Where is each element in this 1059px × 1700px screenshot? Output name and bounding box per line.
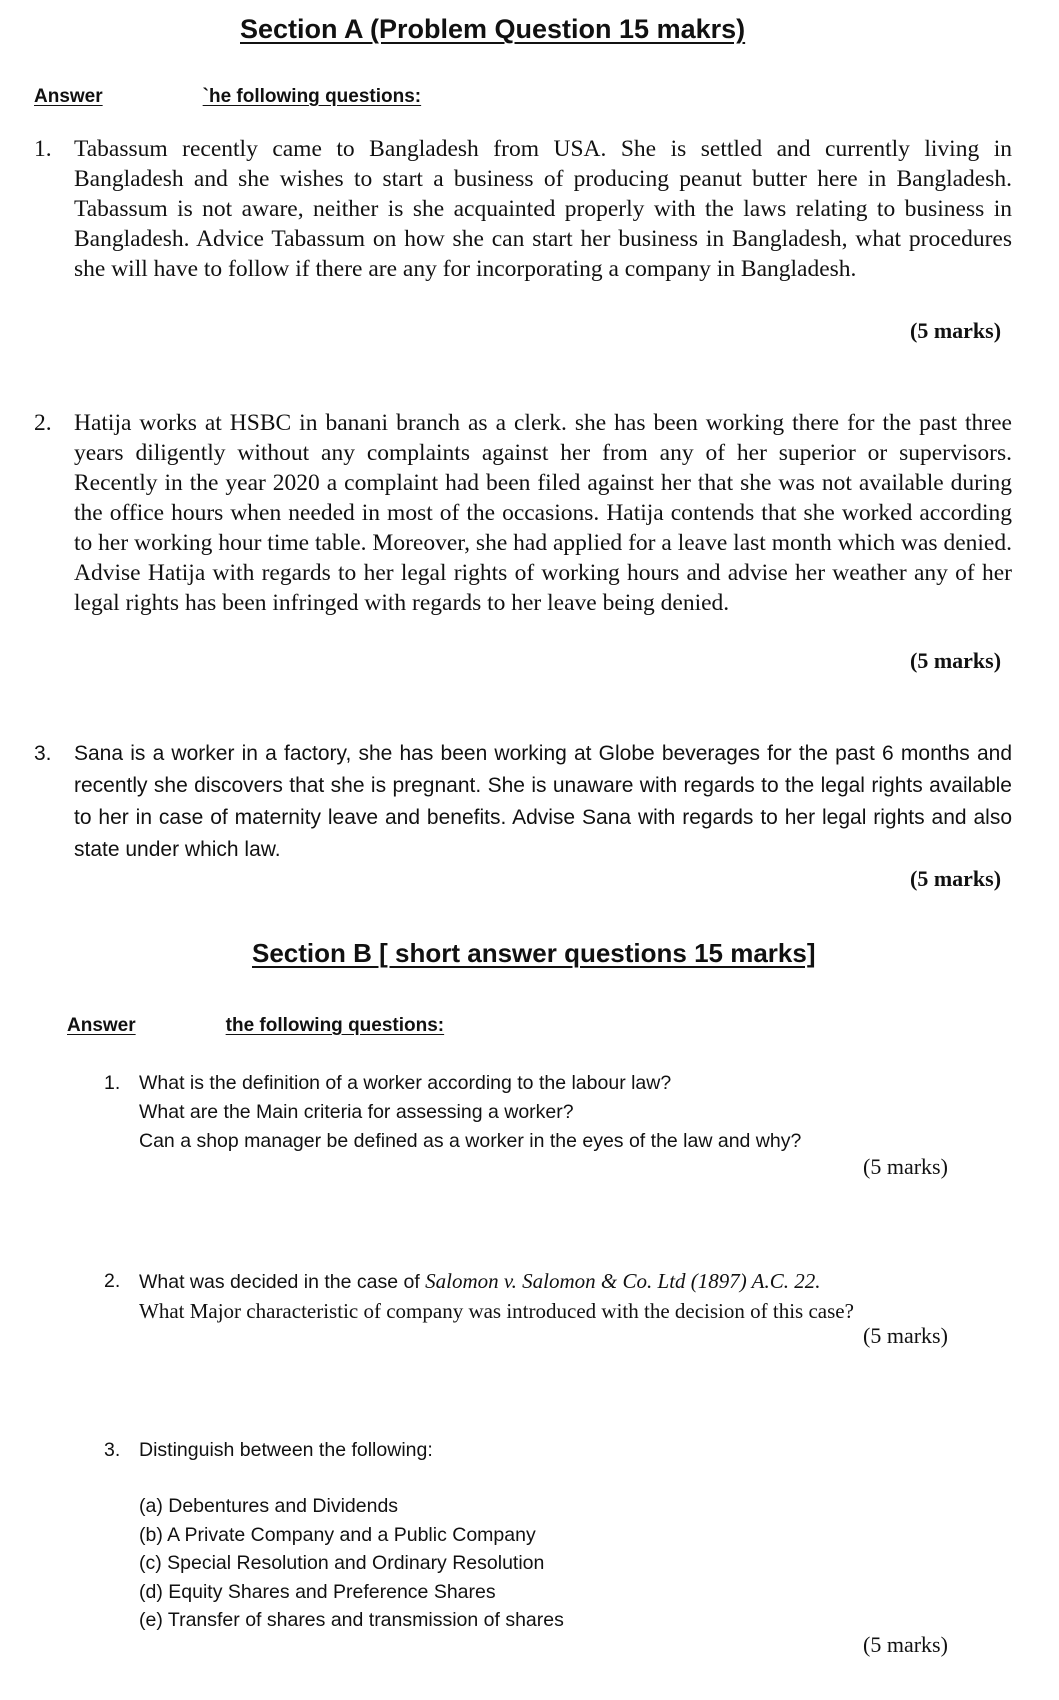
section-a-instruction <box>34 86 421 108</box>
question-line <box>139 1267 964 1297</box>
section-a-question-3 <box>34 738 1012 866</box>
list-item: (c) Special Resolution and Ordinary Resolution <box>139 1552 545 1574</box>
section-b-instruction <box>67 1015 444 1037</box>
question-line: What is the definition of a worker according to the labour law? <box>139 1072 672 1094</box>
list-item: (e) Transfer of shares and transmission of shares <box>139 1609 564 1631</box>
section-a-instruction-right: `he following questions: <box>202 86 422 107</box>
section-b-question-1-marks: (5 marks) <box>863 1154 948 1179</box>
question-number: 2. <box>34 410 52 436</box>
question-number: 3. <box>34 742 52 765</box>
question-line: What Major characteristic of company was introduced with the decision of this case? <box>139 1299 854 1323</box>
section-b-instruction-right: the following questions: <box>225 1015 445 1036</box>
section-a-title: Section A (Problem Question 15 makrs) <box>240 14 746 44</box>
section-b-title: Section B [ short answer questions 15 marks] <box>252 938 816 968</box>
section-a-instruction-left: Answer <box>34 86 103 107</box>
section-a-question-3-marks: (5 marks) <box>910 866 1002 891</box>
section-b-question-1 <box>104 1069 964 1156</box>
section-a-question-2-marks: (5 marks) <box>910 648 1002 673</box>
question-text: Sana is a worker in a factory, she has been working at Globe beverages for the past 6 months and recently she discovers that she is pregnant. She is unaware with regards to the legal rights available to her in case of maternity leave and benefits. Advise Sana with regards to her legal rights and also state under which law. <box>74 742 1012 861</box>
case-citation: Salomon v. Salomon & Co. Ltd (1897) A.C. 22. <box>425 1269 821 1293</box>
list-item: (d) Equity Shares and Preference Shares <box>139 1580 496 1603</box>
list-item: (b) A Private Company and a Public Company <box>139 1523 536 1546</box>
question-text: Hatija works at HSBC in banani branch as a clerk. she has been working there for the past three years diligently without any complaints against her from any of her superior or supervisors. Recently in the year 2020 a complaint had been filed against her that she was not available during the office hours when needed in most of the occasions. Hatija contends that she worked according to her working hour time table. Moreover, she had applied for a leave last month which was denied. Advise Hatija with regards to her legal rights of working hours and advise her weather any of her legal rights has been infringed with regards to her leave being denied. <box>74 410 1012 616</box>
section-b-question-2-marks: (5 marks) <box>863 1323 948 1348</box>
section-b-question-3 <box>104 1436 964 1635</box>
question-number: 3. <box>104 1439 121 1461</box>
section-a-question-1 <box>34 134 1012 284</box>
section-a-question-1-marks: (5 marks) <box>910 318 1002 343</box>
question-intro: Distinguish between the following: <box>139 1439 433 1461</box>
section-b-instruction-left: Answer <box>67 1015 136 1036</box>
section-a-question-2 <box>34 408 1012 618</box>
question-number: 1. <box>34 136 52 162</box>
question-line: What are the Main criteria for assessing a worker? <box>139 1101 574 1123</box>
question-number: 2. <box>104 1270 121 1292</box>
section-b-question-2 <box>104 1267 964 1326</box>
question-line-prefix: What was decided in the case of <box>139 1271 426 1293</box>
question-line: Can a shop manager be defined as a worker in the eyes of the law and why? <box>139 1130 802 1152</box>
list-item: (a) Debentures and Dividends <box>139 1495 399 1517</box>
section-b-question-3-marks: (5 marks) <box>863 1632 948 1657</box>
question-text: Tabassum recently came to Bangladesh from USA. She is settled and currently living in Bangladesh and she wishes to start a business of producing peanut butter here in Bangladesh. Tabassum is not aware, neither is she acquainted properly with the laws relating to business in Bangladesh. Advice Tabassum on how she can start her business in Bangladesh, what procedures she will have to follow if there are any for incorporating a company in Bangladesh. <box>74 136 1012 282</box>
question-number: 1. <box>104 1072 121 1094</box>
